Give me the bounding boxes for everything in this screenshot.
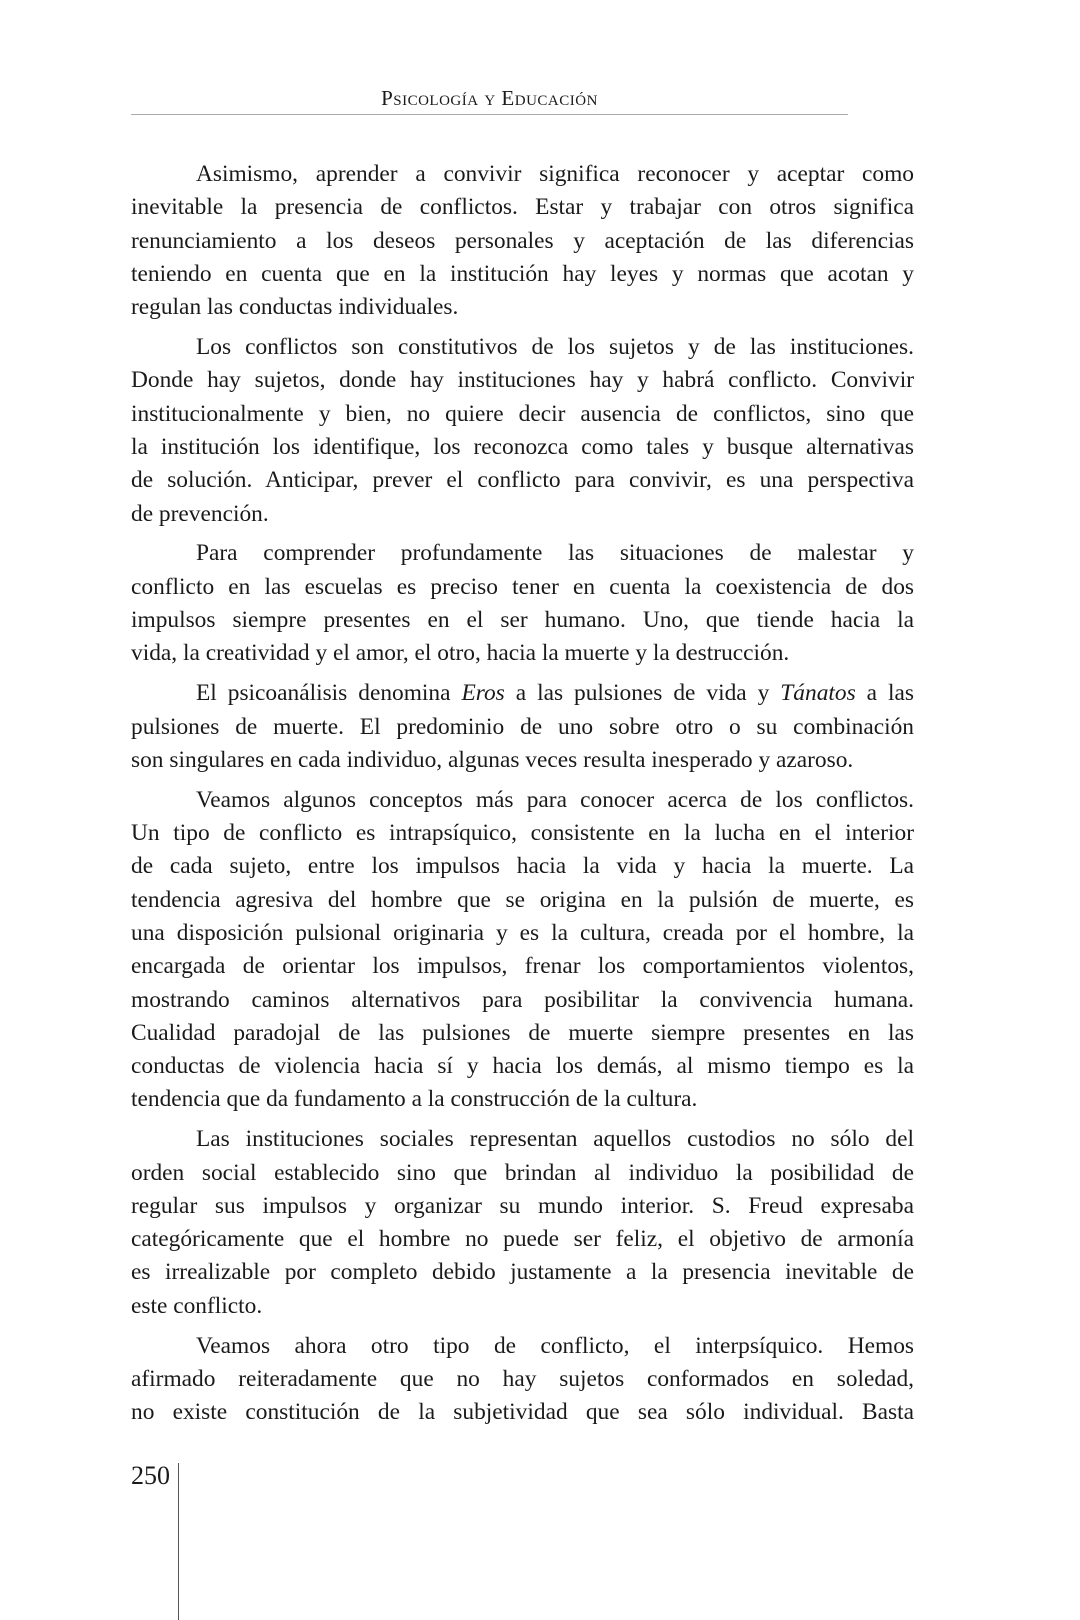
header-rule bbox=[131, 114, 848, 115]
text-line: Los conflictos son constitutivos de los sujetos y de las instituciones. bbox=[196, 334, 914, 361]
text-line: teniendo en cuenta que en la institución hay leyes y normas que acotan y bbox=[131, 260, 914, 287]
text-line: de prevención. bbox=[131, 500, 269, 527]
page-number: 250 bbox=[131, 1461, 170, 1490]
text-line: mostrando caminos alternativos para posibilitar la convivencia humana. bbox=[131, 986, 914, 1013]
text-line: regulan las conductas individuales. bbox=[131, 294, 459, 321]
text-line: regular sus impulsos y organizar su mundo interior. S. Freud expresaba bbox=[131, 1192, 914, 1219]
text-line: Veamos algunos conceptos más para conocer acerca de los conflictos. bbox=[196, 786, 914, 813]
body-text bbox=[131, 158, 914, 1436]
text-line: Para comprender profundamente las situaciones de malestar y bbox=[196, 540, 914, 567]
paragraph bbox=[131, 331, 914, 531]
text-line: vida, la creatividad y el amor, el otro, hacia la muerte y la destrucción. bbox=[131, 640, 790, 667]
text-segment: a las bbox=[855, 680, 914, 707]
paragraph bbox=[131, 677, 914, 777]
paragraph bbox=[131, 1330, 914, 1430]
text-line: de solución. Anticipar, prever el conflicto para convivir, es una perspectiva bbox=[131, 467, 914, 494]
text-line: encargada de orientar los impulsos, frenar los comportamientos violentos, bbox=[131, 953, 914, 980]
text-line: tendencia agresiva del hombre que se origina en la pulsión de muerte, es bbox=[131, 886, 914, 913]
text-line: es irrealizable por completo debido justamente a la presencia inevitable de bbox=[131, 1259, 914, 1286]
text-line: renunciamiento a los deseos personales y aceptación de las diferencias bbox=[131, 227, 914, 254]
text-segment: El psicoanálisis denomina bbox=[196, 680, 462, 707]
text-segment: a las pulsiones de vida y bbox=[504, 680, 781, 707]
paragraph bbox=[131, 158, 914, 324]
text-line: Un tipo de conflicto es intrapsíquico, consistente en la lucha en el interior bbox=[131, 820, 914, 847]
running-header: Psicología y Educación bbox=[381, 86, 598, 110]
paragraph bbox=[131, 784, 914, 1117]
text-line: afirmado reiteradamente que no hay sujetos conformados en soledad, bbox=[131, 1365, 914, 1392]
margin-rule bbox=[178, 1463, 179, 1620]
paragraph bbox=[131, 1123, 914, 1323]
text-line: la institución los identifique, los reconozca como tales y busque alternativas bbox=[131, 433, 914, 460]
text-line: Cualidad paradojal de las pulsiones de muerte siempre presentes en las bbox=[131, 1019, 914, 1046]
text-line: una disposición pulsional originaria y es la cultura, creada por el hombre, la bbox=[131, 919, 914, 946]
text-line: este conflicto. bbox=[131, 1292, 263, 1319]
text-line bbox=[131, 677, 914, 710]
text-line: conductas de violencia hacia sí y hacia los demás, al mismo tiempo es la bbox=[131, 1053, 914, 1080]
italic-term: Eros bbox=[461, 680, 505, 707]
text-line: son singulares en cada individuo, algunas veces resulta inesperado y azaroso. bbox=[131, 746, 854, 773]
text-line: inevitable la presencia de conflictos. Estar y trabajar con otros significa bbox=[131, 194, 914, 221]
text-line: Las instituciones sociales representan aquellos custodios no sólo del bbox=[196, 1126, 914, 1153]
text-line: tendencia que da fundamento a la construcción de la cultura. bbox=[131, 1086, 698, 1113]
text-line: impulsos siempre presentes en el ser humano. Uno, que tiende hacia la bbox=[131, 607, 914, 634]
text-line: Donde hay sujetos, donde hay instituciones hay y habrá conflicto. Convivir bbox=[131, 367, 914, 394]
italic-term: Tánatos bbox=[780, 680, 856, 707]
paragraph bbox=[131, 537, 914, 670]
text-line: categóricamente que el hombre no puede ser feliz, el objetivo de armonía bbox=[131, 1226, 914, 1253]
text-line: institucionalmente y bien, no quiere decir ausencia de conflictos, sino que bbox=[131, 400, 914, 427]
text-line: Asimismo, aprender a convivir significa reconocer y aceptar como bbox=[196, 161, 914, 187]
text-line: conflicto en las escuelas es preciso tener en cuenta la coexistencia de dos bbox=[131, 573, 914, 600]
text-line: no existe constitución de la subjetividad que sea sólo individual. Basta bbox=[131, 1399, 914, 1426]
text-line: de cada sujeto, entre los impulsos hacia la vida y hacia la muerte. La bbox=[131, 853, 914, 880]
text-line: pulsiones de muerte. El predominio de uno sobre otro o su combinación bbox=[131, 713, 914, 740]
text-line: Veamos ahora otro tipo de conflicto, el interpsíquico. Hemos bbox=[196, 1332, 914, 1359]
text-line: orden social establecido sino que brindan al individuo la posibilidad de bbox=[131, 1159, 914, 1186]
